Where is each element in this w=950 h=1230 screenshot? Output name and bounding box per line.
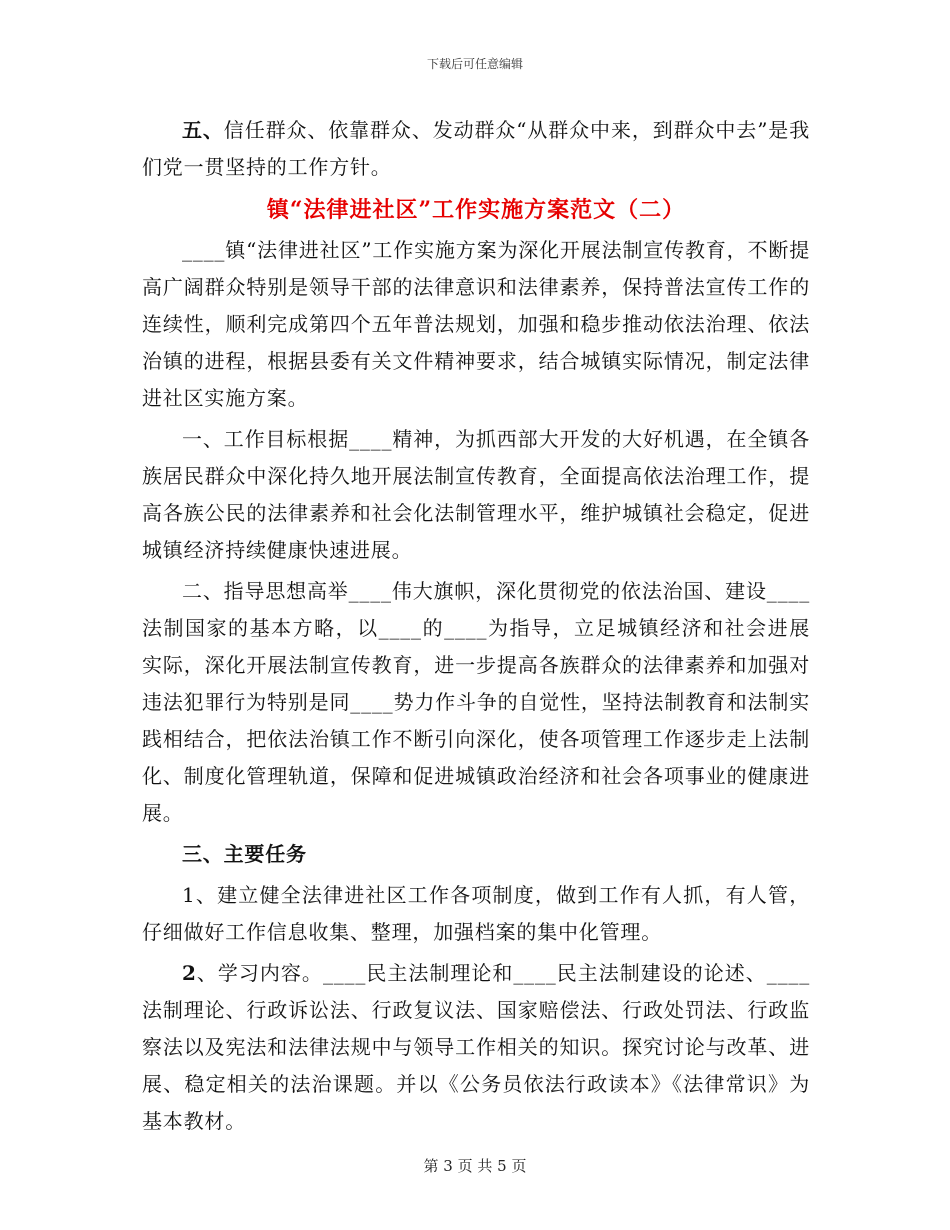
tasks-heading: 三、主要任务 <box>182 842 307 866</box>
goal-paragraph: 一、工作目标根据____精神，为抓西部大开发的大好机遇，在全镇各族居民群众中深化持久地开展法制宣传教育，全面提高依法治理工作，提高各族公民的法律素养和社会化法制管理水平，维护城镇社会稳定，促进城镇经济持续健康快速进展。 <box>142 427 810 562</box>
task-two-paragraph <box>142 955 810 1140</box>
paragraph-five <box>142 112 810 186</box>
paragraph-five-text: 信任群众、依靠群众、发动群众“从群众中来，到群众中去”是我们党一贯坚持的工作方针。 <box>142 118 810 179</box>
page-header-note: 下载后可任意编辑 <box>426 57 523 71</box>
intro-paragraph: ____镇“法律进社区”工作实施方案为深化开展法制宣传教育，不断提高广阔群众特别是领导干部的法律意识和法律素养，保持普法宣传工作的连续性，顺利完成第四个五年普法规划，加强和稳步推动依法治理、依法治镇的进程，根据县委有关文件精神要求，结合城镇实际情况，制定法律进社区实施方案。 <box>142 238 810 410</box>
task-one-paragraph: 1、建立健全法律进社区工作各项制度，做到工作有人抓，有人管，仔细做好工作信息收集、整理，加强档案的集中化管理。 <box>142 883 810 944</box>
task-two-text: 、学习内容。____民主法制理论和____民主法制建设的论述、____法制理论、行政诉讼法、行政复议法、国家赔偿法、行政处罚法、行政监察法以及宪法和法律法规中与领导工作相关的知识。探究讨论与改革、进展、稳定相关的法治课题。并以《公务员依法行政读本》《法律常识》为基本教材。 <box>142 961 810 1133</box>
document-body <box>142 112 810 1140</box>
guiding-paragraph: 二、指导思想高举____伟大旗帜，深化贯彻党的依法治国、建设____法制国家的基本方略，以____的____为指导，立足城镇经济和社会进展实际，深化开展法制宣传教育，进一步提高各族群众的法律素养和加强对违法犯罪行为特别是同____势力作斗争的自觉性，坚持法制教育和法制实践相结合，把依法治镇工作不断引向深化，使各项管理工作逐步走上法制化、制度化管理轨道，保障和促进城镇政治经济和社会各项事业的健康进展。 <box>142 579 810 825</box>
document-title: 镇“法律进社区”工作实施方案范文（二） <box>266 197 686 223</box>
paragraph-five-lead: 五、 <box>182 118 224 142</box>
task-two-lead: 2 <box>182 961 197 985</box>
page-number-footer: 第 3 页 共 5 页 <box>423 1157 527 1175</box>
